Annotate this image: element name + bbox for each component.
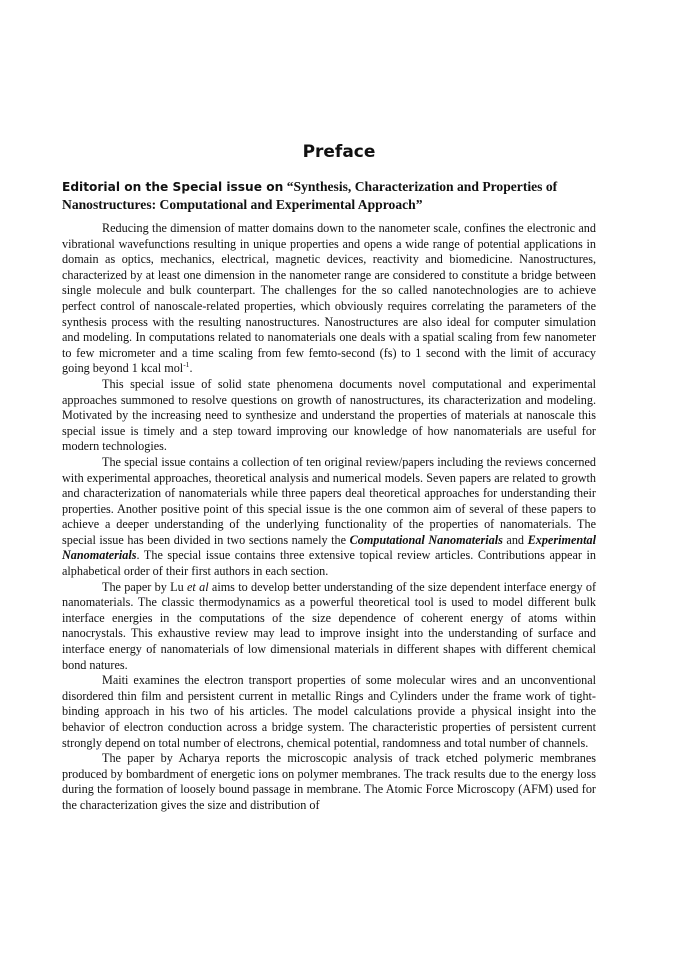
paragraph-2: This special issue of solid state phenomena documents novel computational and experimental approaches summoned to resolve questions on growth of nanostructures, its characterization and modeling. Motivated by the increasing need to synthesize and understand the properties of materials at nanoscale this special issue is timely and a step toward improving our knowledge of how nanomaterials are useful for modern technologies. (62, 376, 596, 454)
paragraph-4 (62, 580, 596, 674)
editorial-heading-topic: “Synthesis, Characterization and Properties of Nanostructures: Computational and Experimental Approach” (62, 179, 558, 212)
paragraph-3-text-c: . The special issue contains three extensive topical review articles. Contributions appear in alphabetical order of their first authors in each section. (62, 548, 596, 579)
paragraph-1-text: Reducing the dimension of matter domains down to the nanometer scale, confines the electronic and vibrational wavefunctions resulting in unique properties and opens a wide range of potential applications in domain as optics, mechanics, electrical, magnetic devices, reactivity and biomedicine. Nanostructures, characterized by at least one dimension in the nanometer range are considered to constitute a bridge between single molecule and bulk counterpart. The challenges for the so called nanotechnologies are to achieve perfect control of nanoscale-related properties, which obviously requires correlating the parameters of the synthesis process with the resulting nanostructures. Nanostructures are also ideal for computer simulation and modeling. In computations related to nanomaterials one deals with a spatial scaling from few nanometer to few micrometer and a time scaling from few femto-second (fs) to 1 second with the limit of accuracy going beyond 1 kcal mol (62, 221, 596, 376)
editorial-heading-lead: Editorial on the Special issue on (62, 180, 284, 194)
paragraph-3-text-b: and (502, 532, 528, 547)
section-name-computational: Computational Nanomaterials (349, 532, 503, 547)
paragraph-3 (62, 455, 596, 580)
paragraph-4-text-b: aims to develop better understanding of the size dependent interface energy of nanomaterials. The classic thermodynamics as a powerful theoretical tool is used to model different bulk interface energies in the computations of the size dependence of coherent energy of atoms within nanocrystals. This exhaustive review may lead to improve insight into the understanding of surface and interface energy of nanomaterials of low dimensional materials in different shapes with different chemical bond natures. (62, 579, 596, 672)
paragraph-4-text-a: The paper by Lu (102, 579, 187, 594)
paragraph-5: Maiti examines the electron transport properties of some molecular wires and an unconventional disordered thin film and persistent current in metallic Rings and Cylinders under the frame work of tight-binding approach in his two of his articles. The model calculations provide a physical insight into the behavior of electron conduction across a bridge system. The characteristic properties of persistent current strongly depend on total number of electrons, chemical potential, randomness and total number of channels. (62, 673, 596, 750)
superscript: -1 (183, 360, 190, 370)
editorial-heading (62, 178, 618, 214)
section-name-experimental: Experimental Nanomaterials (62, 532, 596, 563)
paragraph-1-end: . (189, 361, 193, 376)
paragraph-1 (62, 221, 596, 377)
paragraph-6: The paper by Acharya reports the microscopic analysis of track etched polymeric membranes produced by bombardment of energetic ions on polymer membranes. The track results due to the energy loss during the formation of loosely bound passage in membrane. The Atomic Force Microscopy (AFM) used for the characterization gives the size and distribution of (62, 751, 596, 812)
page-title: Preface (302, 142, 376, 162)
et-al-italic: et al (187, 579, 209, 594)
paragraph-3-text-a: The special issue contains a collection of ten original review/papers including the reviews concerned with experimental approaches, theoretical analysis and numerical models. Seven papers are related to growth and characterization of nanomaterials while three papers deal theoretical approaches for understanding their properties. Another positive point of this special issue is the one common aim of several of these papers to achieve a deeper understanding of the underlying functionality of the properties of nanomaterials. The special issue has been divided in two sections namely the (62, 454, 596, 547)
body-text (62, 221, 596, 814)
